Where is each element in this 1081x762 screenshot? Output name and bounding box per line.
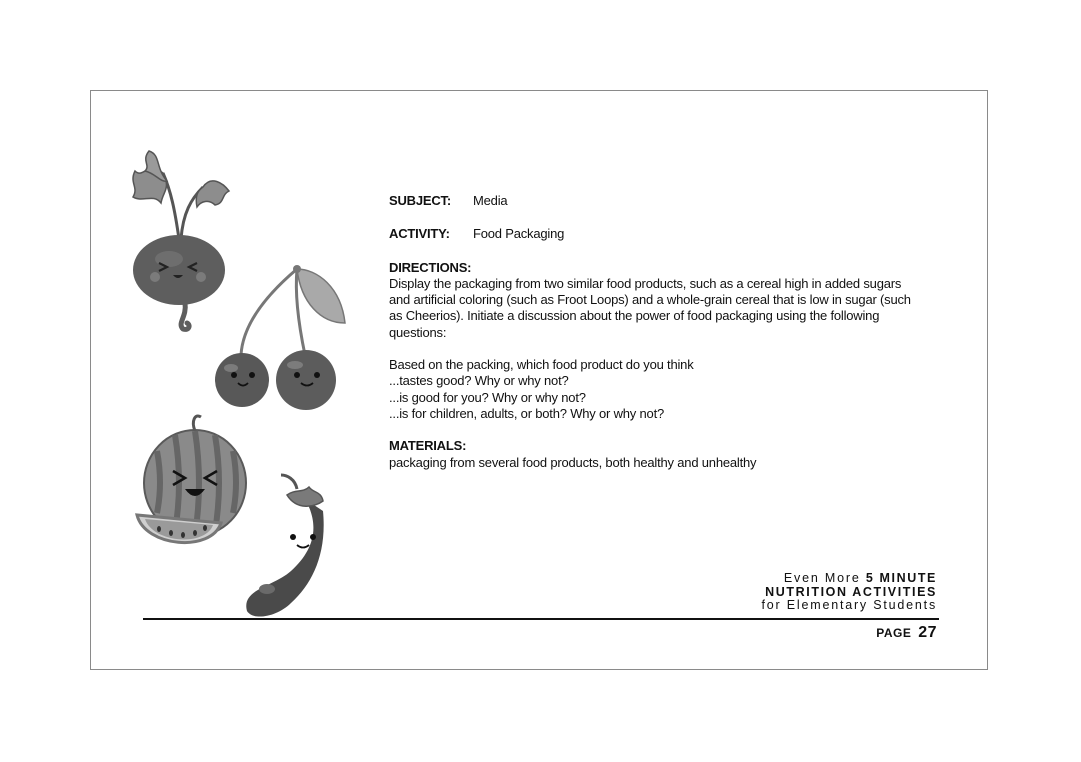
directions-line: and artificial coloring (such as Froot Loops) and a whole-grain cereal that is low in sugar (such bbox=[389, 292, 911, 308]
book-title-subtitle: for Elementary Students bbox=[761, 598, 937, 612]
activity-value: Food Packaging bbox=[473, 226, 565, 242]
directions-heading: DIRECTIONS: bbox=[389, 259, 472, 275]
book-title bbox=[762, 572, 938, 613]
cherries-icon bbox=[215, 265, 345, 410]
activity-row bbox=[389, 226, 949, 242]
directions-line: as Cheerios). Initiate a discussion about the power of food packaging using the following bbox=[389, 308, 880, 324]
food-illustrations bbox=[91, 91, 391, 651]
activity-content bbox=[389, 193, 949, 471]
footer-divider bbox=[143, 618, 939, 620]
question-item: ...is good for you? Why or why not? bbox=[389, 389, 586, 405]
subject-label: SUBJECT: bbox=[389, 193, 451, 208]
subject-row bbox=[389, 193, 949, 209]
beet-icon bbox=[133, 151, 229, 329]
document-page bbox=[90, 90, 988, 670]
eggplant-icon bbox=[246, 475, 323, 617]
question-item: ...is for children, adults, or both? Why or why not? bbox=[389, 405, 665, 421]
watermelon-icon bbox=[137, 416, 246, 543]
questions-intro: Based on the packing, which food product do you think bbox=[389, 357, 694, 373]
book-title-nutrition-activities: NUTRITION ACTIVITIES bbox=[765, 584, 937, 599]
materials-text: packaging from several food products, both healthy and unhealthy bbox=[389, 454, 757, 470]
page-number-value: 27 bbox=[918, 624, 937, 641]
page-label: PAGE bbox=[876, 626, 912, 640]
question-item: ...tastes good? Why or why not? bbox=[389, 373, 569, 389]
directions-text bbox=[389, 276, 949, 341]
page-number bbox=[876, 624, 937, 642]
activity-label: ACTIVITY: bbox=[389, 226, 450, 242]
book-title-five-minute: 5 MINUTE bbox=[865, 571, 937, 585]
directions-line: Display the packaging from two similar food products, such as a cereal high in added sugars bbox=[389, 275, 902, 291]
book-title-even-more: Even More bbox=[783, 571, 861, 585]
subject-value: Media bbox=[473, 193, 508, 208]
directions-line: questions: bbox=[389, 324, 447, 340]
materials-heading: MATERIALS: bbox=[389, 438, 467, 454]
